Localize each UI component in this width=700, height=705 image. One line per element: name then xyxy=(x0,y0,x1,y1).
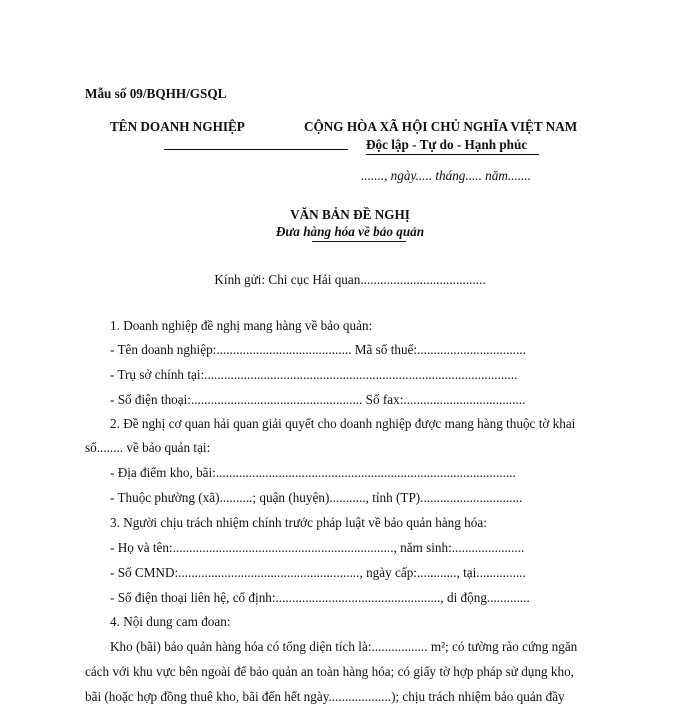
commitment-line-2: cách với khu vực bên ngoài để bảo quản an toàn hàng hóa; có giấy tờ hợp pháp sử dụng kho, xyxy=(85,664,574,679)
full-name-line: - Họ và tên:..................................................................., năm sinh:...................... xyxy=(110,540,525,555)
phone-fax-line: - Số điện thoại:.................................................... Số fax:..................................... xyxy=(110,392,526,407)
company-label: TÊN DOANH NGHIỆP xyxy=(110,119,245,134)
motto-underline xyxy=(366,154,539,155)
date-line: ......., ngày..... tháng..... năm....... xyxy=(361,168,531,183)
document-subtitle: Đưa hàng hóa về bảo quản xyxy=(275,224,425,239)
motto: Độc lập - Tự do - Hạnh phúc xyxy=(366,137,528,152)
id-card-line: - Số CMND:......................................................., ngày cấp:............, tại............... xyxy=(110,565,526,580)
headquarters-line: - Trụ sở chính tại:............................................................................................... xyxy=(110,367,518,382)
ward-district-line: - Thuộc phường (xã)..........; quận (huyện)..........., tỉnh (TP)............................... xyxy=(110,490,523,505)
warehouse-location-line: - Địa điểm kho, bãi:........................................................................................... xyxy=(110,465,516,480)
nation-title: CỘNG HÒA XÃ HỘI CHỦ NGHĨA VIỆT NAM xyxy=(304,119,578,134)
commitment-line-3: bãi (hoặc hợp đồng thuê kho, bãi đến hết ngày...................); chịu trách nhiệm bảo quản đầy xyxy=(85,689,565,704)
company-underline xyxy=(164,149,348,150)
subtitle-underline xyxy=(312,241,406,242)
section-2-continuation: số........ về bảo quản tại: xyxy=(85,440,211,455)
commitment-line-1: Kho (bãi) bảo quản hàng hóa có tổng diện tích là:................. m²; có tường rào cứng ngăn xyxy=(110,639,578,654)
section-4-heading: 4. Nội dung cam đoan: xyxy=(110,614,231,629)
form-code: Mẫu số 09/BQHH/GSQL xyxy=(85,86,227,101)
section-1-heading: 1. Doanh nghiệp đề nghị mang hàng về bảo quản: xyxy=(110,318,373,333)
document-title: VĂN BẢN ĐỀ NGHỊ xyxy=(290,207,410,222)
recipient-line: Kính gửi: Chi cục Hải quan...................................... xyxy=(214,272,486,287)
section-3-heading: 3. Người chịu trách nhiệm chính trước pháp luật về bảo quản hàng hóa: xyxy=(110,515,487,530)
section-2-heading: 2. Đề nghị cơ quan hải quan giải quyết cho doanh nghiệp được mang hàng thuộc tờ khai xyxy=(110,416,576,431)
contact-phone-line: - Số điện thoại liên hệ, cố định:.................................................., di động............. xyxy=(110,590,530,605)
company-name-line: - Tên doanh nghiệp:......................................... Mã số thuế:................................. xyxy=(110,342,526,357)
